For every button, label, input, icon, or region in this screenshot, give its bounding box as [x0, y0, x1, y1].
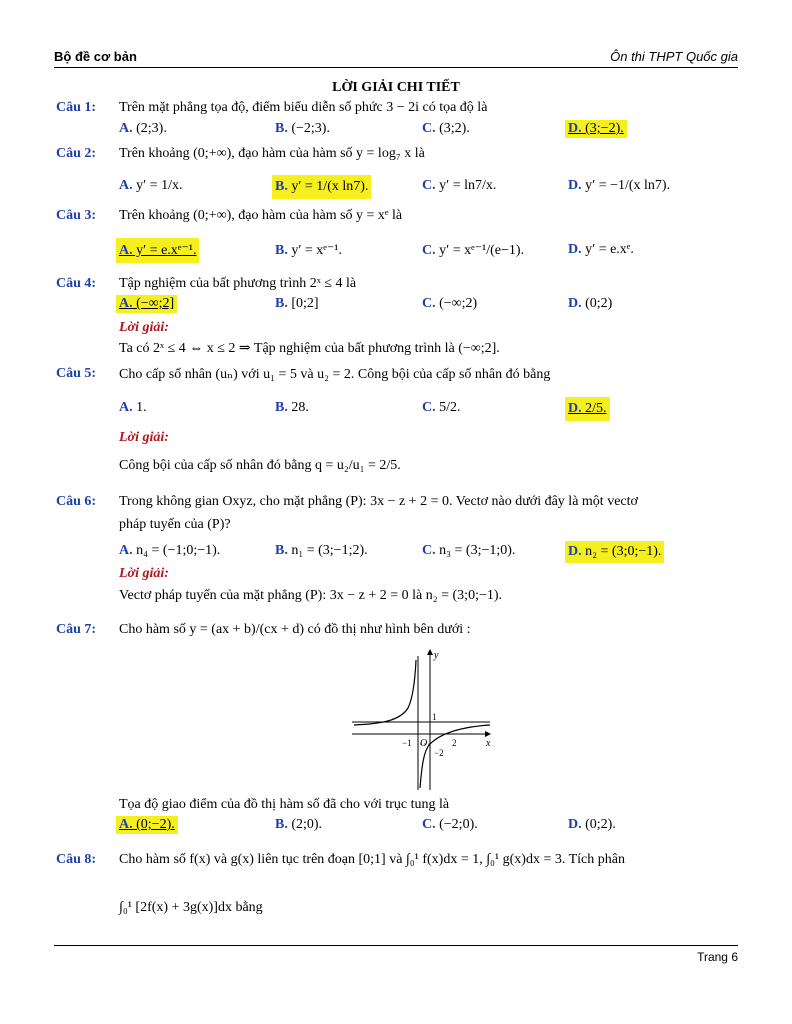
option-letter: D. [568, 296, 582, 311]
question-label: Câu 2: [56, 146, 97, 161]
option-letter: C. [422, 296, 436, 311]
option-letter: D. [568, 178, 582, 193]
option-letter: A. [119, 817, 133, 832]
option-letter: B. [275, 296, 288, 311]
question-label: Câu 6: [56, 494, 97, 509]
option-a: A. 1. [119, 400, 147, 415]
option-c: C. n₃ = (3;−1;0). [422, 543, 516, 558]
question-stem: Trên mặt phẳng tọa độ, điểm biểu diễn số phức 3 − 2i có tọa độ là [119, 100, 488, 115]
option-d-correct: D. (3;−2). [565, 120, 627, 138]
option-letter: A. [119, 178, 133, 193]
footer-rule [54, 945, 738, 946]
option-d: D. y′ = −1/(x ln7). [568, 178, 671, 193]
solution-text: Ta có 2ˣ ≤ 4 ⇔ x ≤ 2 ⇒ Tập nghiệm của bất phương trình là (−∞;2]. [119, 341, 500, 356]
option-c: C. (−2;0). [422, 817, 478, 832]
option-a: A. n₄ = (−1;0;−1). [119, 543, 221, 558]
label-minus-one: −1 [402, 738, 412, 748]
option-b: B. (−2;3). [275, 121, 330, 136]
option-letter: C. [422, 178, 436, 193]
option-letter: D. [568, 242, 582, 257]
question-stem: Tập nghiệm của bất phương trình 2ˣ ≤ 4 là [119, 276, 357, 291]
option-letter: C. [422, 400, 436, 415]
header-right: Ôn thi THPT Quốc gia [610, 49, 738, 64]
left-branch [354, 660, 416, 725]
question-label: Câu 4: [56, 276, 97, 291]
option-letter: B. [275, 243, 288, 258]
option-d: D. (0;2) [568, 296, 613, 311]
page-number: Trang 6 [697, 950, 738, 964]
option-letter: B. [275, 179, 288, 194]
question-label: Câu 1: [56, 100, 97, 115]
label-minus-two: −2 [434, 748, 444, 758]
option-a-correct: A. (0;−2). [116, 816, 178, 834]
page-header [54, 47, 738, 67]
option-b: B. n₁ = (3;−1;2). [275, 543, 368, 558]
option-letter: B. [275, 543, 288, 558]
option-letter: D. [568, 817, 582, 832]
question-label: Câu 5: [56, 366, 97, 381]
option-c: C. y′ = ln7/x. [422, 178, 497, 193]
option-letter: B. [275, 400, 288, 415]
option-letter: A. [119, 243, 133, 258]
question-stem-continued: ∫₀¹ [2f(x) + 3g(x)]dx bằng [119, 900, 263, 915]
option-d: D. y′ = e.xᵉ. [568, 242, 634, 257]
y-axis-label: y [434, 650, 439, 661]
option-a: A. (2;3). [119, 121, 167, 136]
option-a-correct: A. y′ = e.xᵉ⁻¹. [116, 238, 199, 263]
option-d-correct: D. 2/5. [565, 397, 610, 421]
x-axis-label: x [486, 738, 491, 749]
option-c: C. (3;2). [422, 121, 470, 136]
question-stem-continued: Tọa độ giao điểm của đồ thị hàm số đã cho với trục tung là [119, 797, 450, 812]
page-title: LỜI GIẢI CHI TIẾT [332, 80, 460, 95]
option-letter: A. [119, 296, 133, 311]
option-letter: C. [422, 817, 436, 832]
question-stem-continued: pháp tuyến của (P)? [119, 517, 231, 532]
question-label: Câu 7: [56, 622, 97, 637]
solution-text: Công bội của cấp số nhân đó bằng q = u₂/u₁ = 2/5. [119, 458, 401, 473]
question-label: Câu 3: [56, 208, 97, 223]
option-b: B. y′ = xᵉ⁻¹. [275, 243, 342, 258]
option-letter: B. [275, 817, 288, 832]
option-letter: C. [422, 121, 436, 136]
header-rule [54, 67, 738, 68]
option-letter: A. [119, 121, 133, 136]
question-stem: Trong không gian Oxyz, cho mặt phẳng (P): 3x − z + 2 = 0. Vectơ nào dưới đây là một vectơ [119, 494, 638, 509]
question-stem: Cho hàm số y = (ax + b)/(cx + d) có đồ thị như hình bên dưới : [119, 622, 471, 637]
solution-label: Lời giải: [119, 430, 169, 445]
option-letter: C. [422, 243, 436, 258]
label-one: 1 [432, 712, 437, 722]
question-stem: Trên khoảng (0;+∞), đạo hàm của hàm số y = log₇ x là [119, 146, 425, 161]
option-b: B. (2;0). [275, 817, 323, 832]
option-d: D. (0;2). [568, 817, 616, 832]
option-c: C. 5/2. [422, 400, 461, 415]
solution-text: Vectơ pháp tuyến của mặt phẳng (P): 3x − z + 2 = 0 là n₂ = (3;0;−1). [119, 588, 503, 603]
solution-label: Lời giải: [119, 566, 169, 581]
option-a-correct: A. (−∞;2] [116, 295, 177, 313]
option-letter: D. [568, 401, 582, 416]
option-b-correct: B. y′ = 1/(x ln7). [272, 175, 371, 199]
question-stem: Cho cấp số nhân (uₙ) với u₁ = 5 và u₂ = 2. Công bội của cấp số nhân đó bằng [119, 367, 551, 382]
option-letter: A. [119, 543, 133, 558]
question-stem: Cho hàm số f(x) và g(x) liên tục trên đoạn [0;1] và ∫₀¹ f(x)dx = 1, ∫₀¹ g(x)dx = 3. Tích phân [119, 852, 625, 867]
header-left: Bộ đề cơ bản [54, 49, 137, 64]
option-b: B. 28. [275, 400, 309, 415]
option-letter: D. [568, 121, 582, 136]
option-d-correct: D. n₂ = (3;0;−1). [565, 541, 664, 563]
hyperbola-graph [350, 646, 500, 792]
solution-label: Lời giải: [119, 320, 169, 335]
question-label: Câu 8: [56, 852, 97, 867]
option-c: C. (−∞;2) [422, 296, 478, 311]
option-c: C. y′ = xᵉ⁻¹/(e−1). [422, 243, 525, 258]
origin-label: O [420, 738, 428, 749]
question-stem: Trên khoảng (0;+∞), đạo hàm của hàm số y = xᵉ là [119, 208, 403, 223]
option-letter: A. [119, 400, 133, 415]
option-letter: D. [568, 544, 582, 559]
option-a: A. y′ = 1/x. [119, 178, 183, 193]
option-b: B. [0;2] [275, 296, 319, 311]
option-letter: B. [275, 121, 288, 136]
label-two: 2 [452, 738, 457, 748]
option-letter: C. [422, 543, 436, 558]
